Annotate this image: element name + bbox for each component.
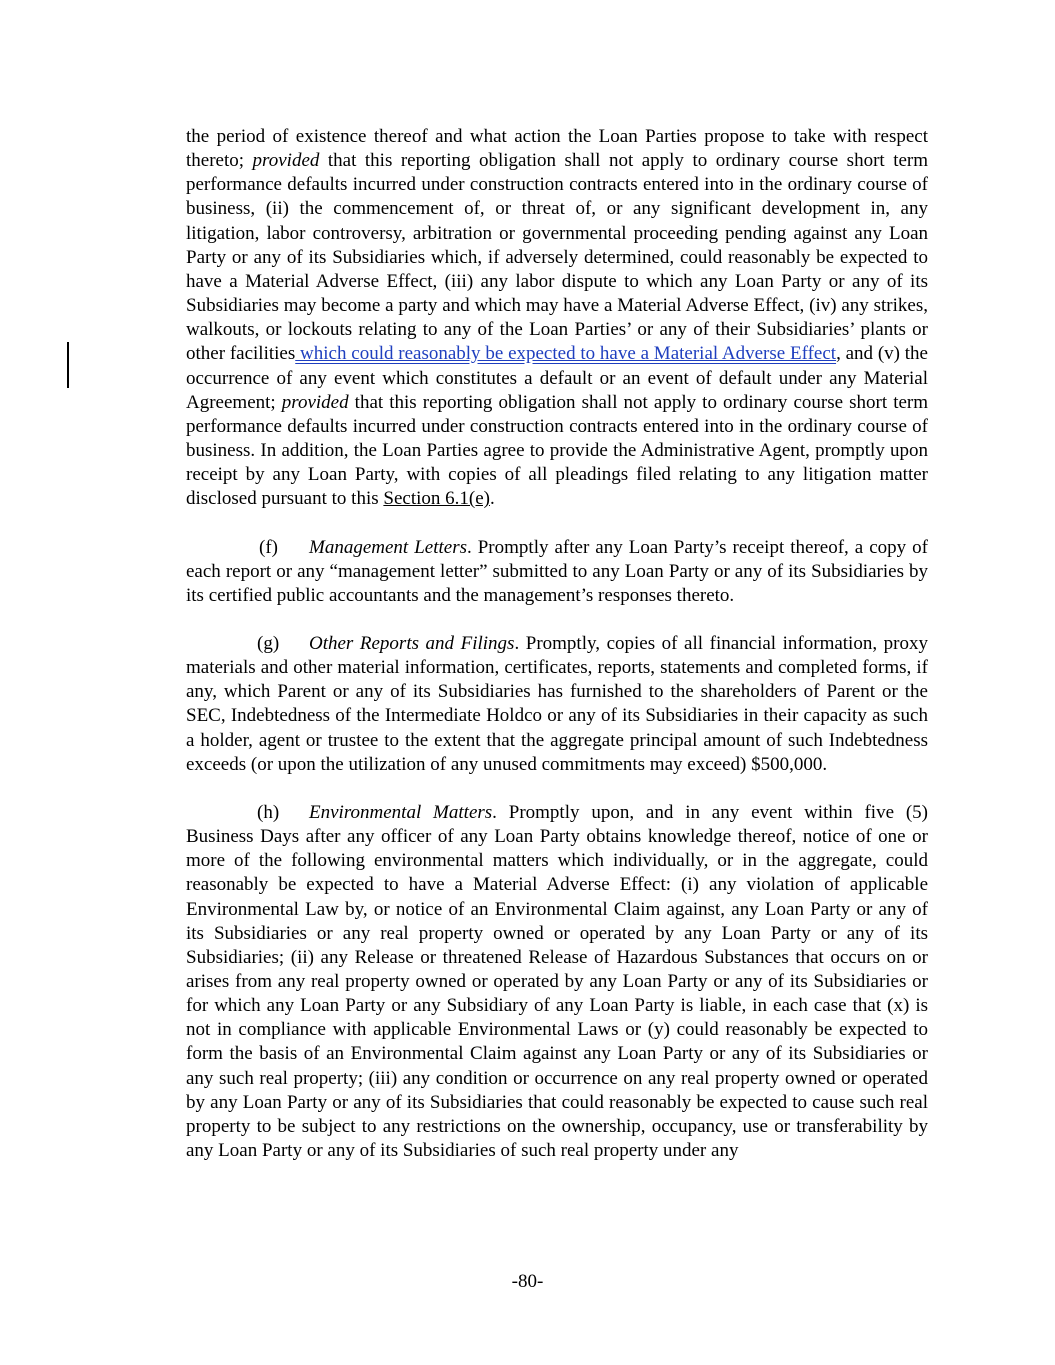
paragraph-h-heading: Environmental Matters bbox=[309, 801, 493, 823]
paragraph-g bbox=[186, 632, 928, 777]
paragraph-e-continuation bbox=[186, 125, 928, 512]
revision-change-bar bbox=[67, 342, 69, 388]
paragraph-f-body: . Promptly after any Loan Party’s receipt thereof, a copy of each report or any “management letter” submitted to any Loan Party or any of its Subsidiaries by its certified public accountants and the management’s responses thereto. bbox=[186, 536, 928, 606]
para-e-text-2: that this reporting obligation shall not apply to ordinary course short term performance defaults incurred under construction contracts entered into in the ordinary course of business, (ii) the commencement of, or threat of, or any significant development in, any litigation, labor controversy, arbitration or governmental proceeding pending against any Loan Party or any of its Subsidiaries which, if adversely determined, could reasonably be expected to have a Material Adverse Effect, (iii) any labor dispute to which any Loan Party or any of its Subsidiaries may become a party and which may have a Material Adverse Effect, (iv) any strikes, walkouts, or lockouts relating to any of the Loan Parties’ or any of their Subsidiaries’ plants or other facilities bbox=[186, 150, 929, 365]
paragraph-h bbox=[186, 801, 928, 1163]
para-e-text-1: the period of existence thereof and what action the Loan Parties propose to take with respect thereto; bbox=[186, 126, 928, 172]
paragraph-f-heading: Management Letters bbox=[309, 536, 467, 558]
page-body bbox=[186, 125, 928, 1187]
para-e-text-3: , and (v) the occurrence of any event which constitutes a default or an event of default under any Material Agreement; bbox=[186, 343, 928, 413]
page-number: -80- bbox=[511, 1271, 544, 1292]
paragraph-f-label: (f) bbox=[259, 536, 278, 558]
para-e-text-4: that this reporting obligation shall not apply to ordinary course short term performance defaults incurred under construction contracts entered into in the ordinary course of business. In addition, the Loan Parties agree to provide the Administrative Agent, promptly upon receipt by any Loan Party, with copies of all pleadings filed relating to any litigation matter disclosed pursuant to this bbox=[186, 391, 929, 510]
para-e-text-5: . bbox=[489, 488, 495, 510]
section-reference: Section 6.1(e) bbox=[383, 488, 490, 510]
paragraph-h-label: (h) bbox=[257, 801, 280, 823]
paragraph-g-heading: Other Reports and Filings bbox=[309, 632, 515, 654]
paragraph-f bbox=[186, 536, 928, 608]
paragraph-h-body: . Promptly upon, and in any event within five (5) Business Days after any officer of any Loan Party obtains knowledge thereof, notice of one or more of the following environmental matters which individually, or in the aggregate, could reasonably be expected to have a Material Adverse Effect: (i) any violation of applicable Environmental Law by, or notice of an Environmental Claim against, any Loan Party or any of its Subsidiaries or any real property owned or operated by any Loan Party or any of its Subsidiaries; (ii) any Release or threatened Release of Hazardous Substances that occurs on or arises from any real property owned or operated by any Loan Party or any of its Subsidiaries or for which any Loan Party or any Subsidiary of any Loan Party is liable, in each case that (x) is not in compliance with applicable Environmental Laws or (y) could reasonably be expected to form the basis of an Environmental Claim against any Loan Party or any of its Subsidiaries or any such real property; (iii) any condition or occurrence on any real property owned or operated by any Loan Party or any of its Subsidiaries that could reasonably be expected to cause such real property to be subject to any restrictions on the ownership, occupancy, use or transferability by any Loan Party or any of its Subsidiaries of such real property under any bbox=[186, 801, 928, 1162]
inserted-revision-text: which could reasonably be expected to have a Material Adverse Effect bbox=[295, 343, 837, 365]
paragraph-g-label: (g) bbox=[257, 632, 280, 654]
paragraph-g-body: . Promptly, copies of all financial information, proxy materials and other material information, certificates, reports, statements and completed forms, if any, which Parent or any of its Subsidiaries has furnished to the shareholders of Parent or the SEC, Indebtedness of the Intermediate Holdco or any of its Subsidiaries in their capacity as such a holder, agent or trustee to the extent that the aggregate principal amount of such Indebtedness exceeds (or upon the utilization of any unused commitments may exceed) $500,000. bbox=[186, 632, 928, 775]
para-e-provided-2: provided bbox=[281, 391, 349, 413]
para-e-provided-1: provided bbox=[252, 150, 320, 172]
